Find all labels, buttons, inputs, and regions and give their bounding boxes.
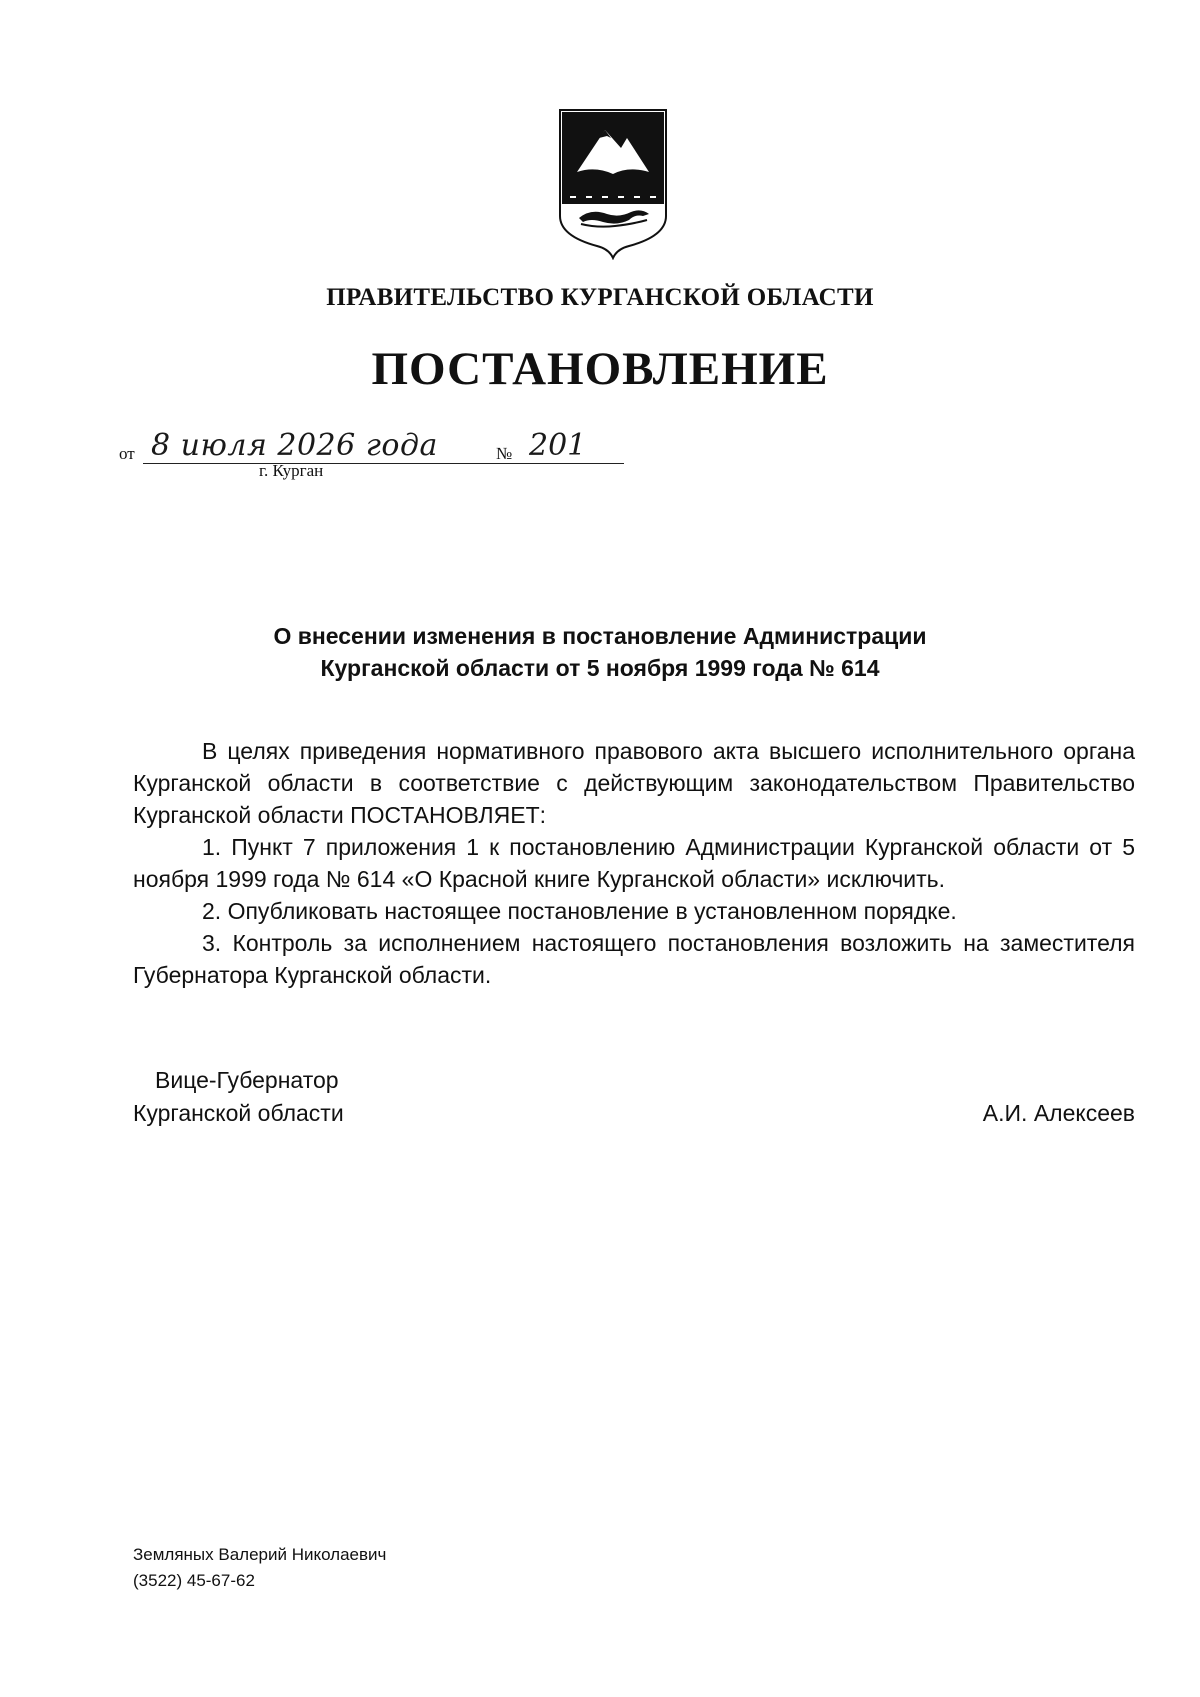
item-1-paragraph: 1. Пункт 7 приложения 1 к постановлению Администрации Курганской области от 5 ноября 1999 года № 614 «О Красной книге Курганской области» исключить. [133,834,1135,892]
number-underline [521,463,624,464]
item-2-paragraph: 2. Опубликовать настоящее постановление в установленном порядке. [202,898,957,924]
position-line-1: Вице-Губернатор [155,1067,339,1093]
document-type-heading: ПОСТАНОВЛЕНИЕ [371,343,829,395]
title-line-2: Курганской области от 5 ноября 1999 года № 614 [320,655,880,681]
intro-paragraph: В целях приведения нормативного правового акта высшего исполнительного органа Курганской области в соответствие с действующим законодательством Правительство Курганской области ПОСТАНОВЛЯЕТ: [133,738,1135,828]
document-title [0,620,1200,684]
kurgan-coat-of-arms-icon [557,108,669,260]
position-line-2: Курганской области [133,1100,344,1126]
document-body [133,735,1135,991]
date-number-row [119,428,639,468]
signatory-position [133,1064,344,1130]
number-label: № [496,444,513,463]
date-label-from: от [119,444,135,463]
executor-phone: (3522) 45-67-62 [133,1571,255,1590]
title-line-1: О внесении изменения в постановление Администрации [273,623,927,649]
executor-name: Земляных Валерий Николаевич [133,1545,387,1564]
handwritten-date: 8 июля 2026 года [151,428,438,463]
organization-name: ПРАВИТЕЛЬСТВО КУРГАНСКОЙ ОБЛАСТИ [326,284,874,311]
item-3-paragraph: 3. Контроль за исполнением настоящего постановления возложить на заместителя Губернатора Курганской области. [133,930,1135,988]
city-label: г. Курган [259,461,324,480]
executor-info [133,1542,386,1594]
signatory-name: А.И. Алексеев [982,1100,1135,1126]
handwritten-number: 201 [529,428,587,463]
